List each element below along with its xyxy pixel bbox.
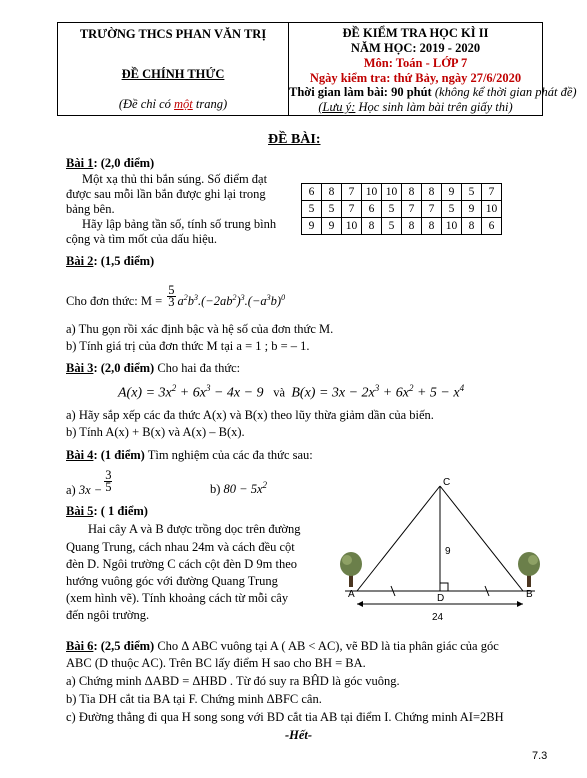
q1-line: Hãy lập bảng tần số, tính số trung bình	[82, 217, 277, 231]
header-box	[57, 22, 577, 116]
label-b: B	[526, 589, 533, 600]
q5-line: (xem hình vẽ). Tính khoảng cách từ mỗi cây	[66, 591, 289, 605]
table-cell: 9	[322, 218, 342, 235]
q3-heading: Bài 3: (2,0 điểm) Cho hai đa thức:	[66, 361, 241, 375]
table-cell: 7	[342, 201, 362, 218]
table-cell: 6	[302, 184, 322, 201]
table-cell: 7	[422, 201, 442, 218]
page-number: 7.3	[532, 750, 548, 762]
q4-heading: Bài 4: (1 điểm) Tìm nghiệm của các đa thức sau:	[66, 448, 313, 462]
table-cell: 5	[382, 201, 402, 218]
q3-polynomials: $A(x) = 3x^2 + 6x^3 - 4x - 9$ và $B(x) = 3x - 2x^3 + 6x^2 + 5 - x^4$	[118, 383, 465, 401]
table-cell: 7	[402, 201, 422, 218]
school-name: TRƯỜNG THCS PHAN VĂN TRỊ	[79, 27, 267, 41]
q5-line: Quang Trung, cách nhau 24m và cách đều cột	[66, 540, 295, 554]
q5-line: hướng vuông góc với đường Quang Trung	[66, 574, 278, 588]
q1-heading: Bài 1: (2,0 điểm)	[66, 156, 155, 170]
table-cell: 8	[322, 184, 342, 201]
pages-note: (Đề chỉ có một trang)	[118, 97, 228, 111]
table-cell: 5	[442, 201, 462, 218]
q6-part-b: b) Tia DH cắt tia BA tại F. Chứng minh ΔBFC cân.	[66, 692, 322, 706]
end-mark: -Hết-	[285, 728, 313, 742]
table-cell: 6	[362, 201, 382, 218]
table-cell: 8	[462, 218, 482, 235]
table-cell: 8	[402, 218, 422, 235]
q5-heading: Bài 5: ( 1 điểm)	[66, 504, 148, 518]
q4-part-b: b) $80 - 5x^2$	[210, 480, 268, 497]
table-row	[302, 184, 502, 201]
table-cell: 5	[382, 218, 402, 235]
table-cell: 7	[342, 184, 362, 201]
q1-line: Một xạ thủ thi bắn súng. Số điểm đạt	[82, 172, 268, 186]
q6-part-c: c) Đường thẳng đi qua H song song với BD cắt tia AB tại điểm I. Chứng minh AI=2BH	[66, 710, 504, 724]
school-year: NĂM HỌC: 2019 - 2020	[350, 41, 481, 55]
q1-line: cộng và tìm mốt của dấu hiệu.	[66, 232, 218, 246]
table-cell: 9	[302, 218, 322, 235]
q3-part-b: b) Tính A(x) + B(x) và A(x) – B(x).	[66, 425, 245, 439]
table-cell: 8	[402, 184, 422, 201]
table-cell: 6	[482, 218, 502, 235]
label-width: 24	[432, 612, 444, 623]
table-cell: 9	[442, 184, 462, 201]
table-cell: 7	[482, 184, 502, 201]
q1-line: bảng bên.	[66, 202, 115, 216]
arrow-right-icon	[517, 601, 523, 607]
q5-line: đến ngôi trường.	[66, 608, 150, 622]
table-row	[302, 218, 502, 235]
table-cell: 10	[442, 218, 462, 235]
tree-a-icon	[340, 552, 362, 587]
exam-note: (Lưu ý: Học sinh làm bài trên giấy thi)	[318, 100, 513, 114]
table-cell: 9	[462, 201, 482, 218]
page-title: ĐỀ BÀI:	[268, 132, 321, 147]
table-cell: 8	[422, 184, 442, 201]
side-ac	[357, 486, 440, 591]
exam-date: Ngày kiểm tra: thứ Bảy, ngày 27/6/2020	[309, 71, 522, 85]
table-cell: 5	[322, 201, 342, 218]
q6-heading: Bài 6: (2,5 điểm) Cho Δ ABC vuông tại A ( AB < AC), vẽ BD là tia phân giác của góc	[66, 639, 499, 653]
label-a: A	[348, 589, 355, 600]
right-angle-mark	[440, 583, 448, 591]
q4-part-a: a) 3x − $\frac{3}{5}$	[66, 468, 112, 498]
side-bc	[440, 486, 523, 591]
q1-line: được sau mỗi lần bắn được ghi lại trong	[66, 187, 266, 201]
table-cell: 5	[462, 184, 482, 201]
tree-b-icon	[518, 552, 540, 587]
table-cell: 5	[302, 201, 322, 218]
table-cell: 10	[382, 184, 402, 201]
q2-part-b: b) Tính giá trị của đơn thức M tại a = 1 ; b = – 1.	[66, 339, 310, 353]
label-d: D	[437, 593, 445, 604]
table-row	[302, 201, 502, 218]
subject: Môn: Toán - LỚP 7	[363, 56, 468, 70]
official-label: ĐỀ CHÍNH THỨC	[121, 67, 225, 81]
q2-part-a: a) Thu gọn rồi xác định bậc và hệ số của đơn thức M.	[66, 322, 334, 336]
label-height: 9	[445, 546, 451, 557]
table-cell: 10	[342, 218, 362, 235]
table-cell: 10	[482, 201, 502, 218]
table-cell: 10	[362, 184, 382, 201]
q5-line: đèn D. Ngôi trường C cách cột đèn D 9m theo	[66, 557, 298, 571]
q3-part-a: a) Hãy sắp xếp các đa thức A(x) và B(x) theo lũy thừa giảm dần của biến.	[66, 408, 434, 422]
q5-line: Hai cây A và B được trồng dọc trên đường	[88, 522, 301, 536]
label-c: C	[443, 477, 451, 488]
duration: Thời gian làm bài: 90 phút (không kể thời gian phát đề)	[289, 85, 577, 99]
arrow-left-icon	[357, 601, 363, 607]
scores-table	[301, 183, 502, 235]
table-cell: 8	[422, 218, 442, 235]
table-cell: 8	[362, 218, 382, 235]
q6-line: ABC (D thuộc AC). Trên BC lấy điểm H sao cho BH = BA.	[66, 656, 366, 670]
q2-heading: Bài 2: (1,5 điểm)	[66, 254, 155, 268]
q2-formula: Cho đơn thức: M = $\frac{5}{3}$ $a^2b^3.(-2ab^2)^3.(-a^3b)^0$	[66, 283, 286, 309]
triangle-figure	[335, 476, 545, 626]
q6-part-a: a) Chứng minh ΔABD = ΔHBD . Từ đó suy ra BĤD là góc vuông.	[66, 674, 400, 688]
exam-title: ĐỀ KIỂM TRA HỌC KÌ II	[342, 26, 489, 40]
